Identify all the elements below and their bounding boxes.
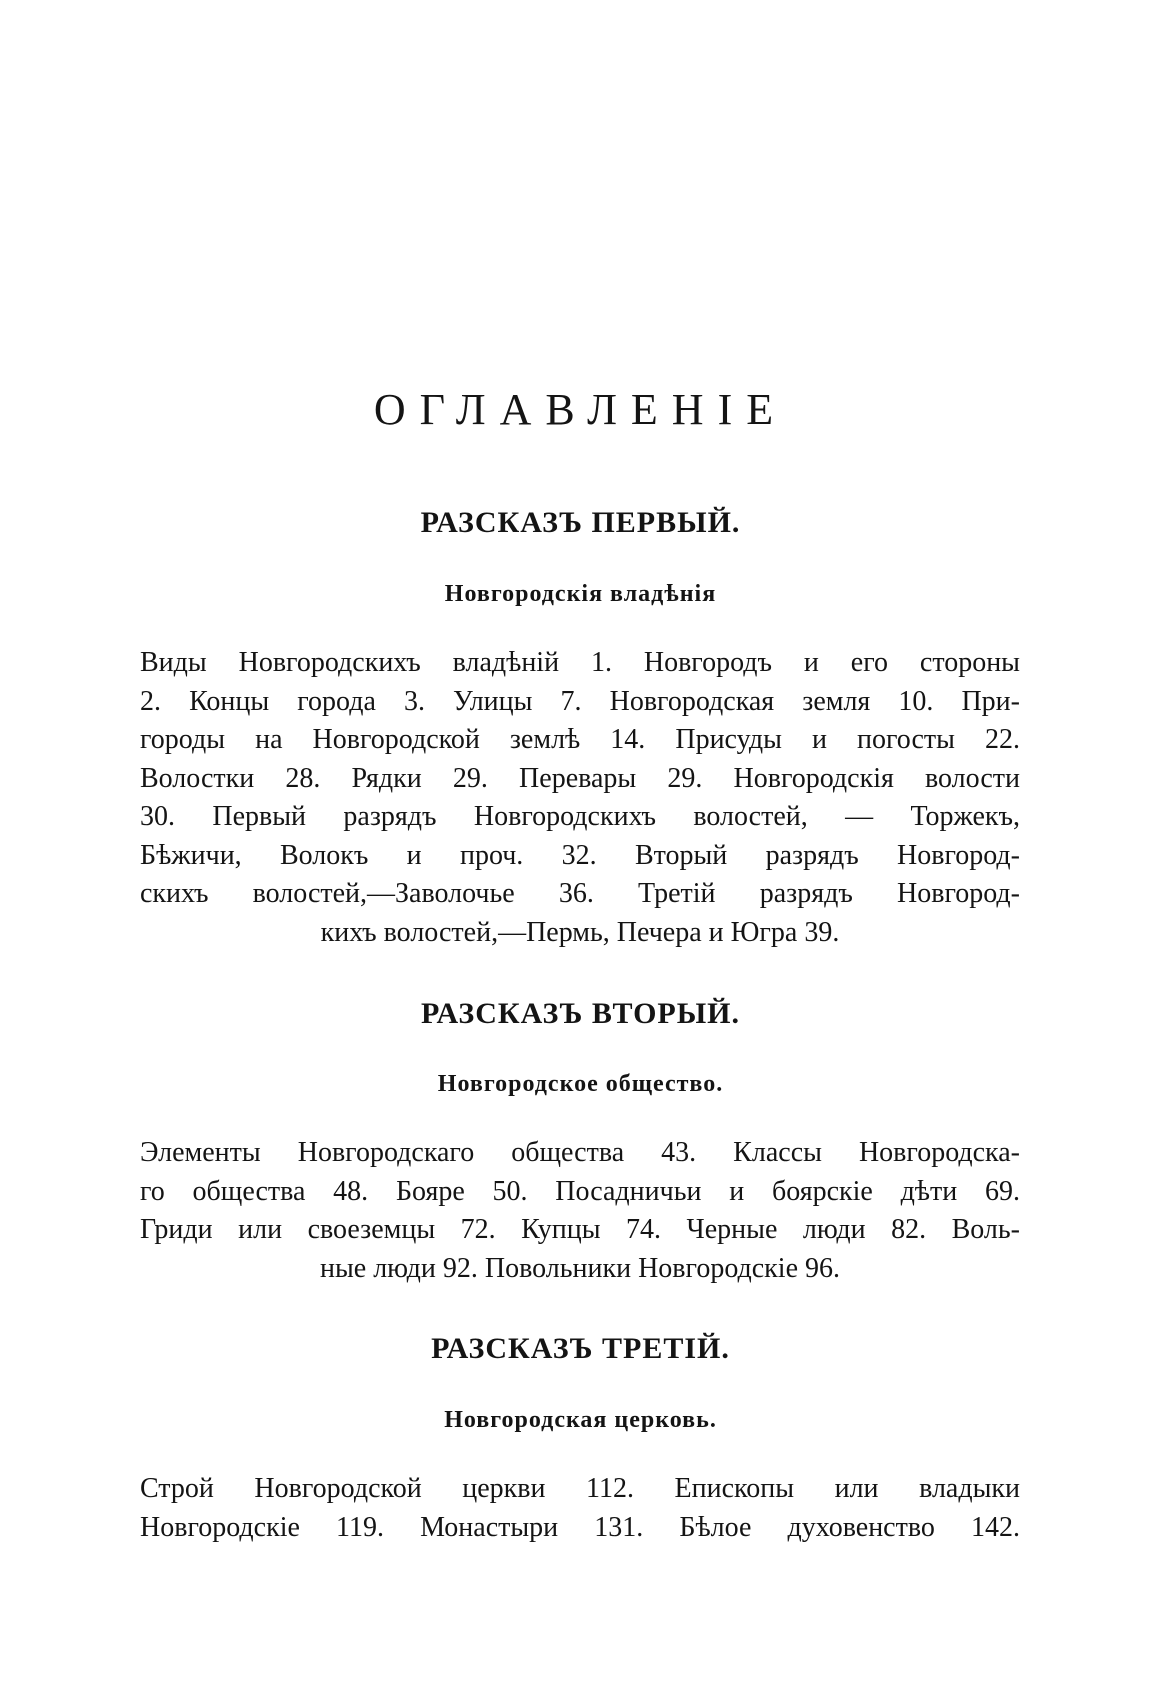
toc-entries-third [140,1470,1020,1547]
toc-entries-second [140,1134,1020,1288]
part-heading-third: РАЗСКАЗЪ ТРЕТІЙ. [431,1332,730,1365]
toc-line: кихъ волостей,—Пермь, Печера и Югра 39. [320,916,840,948]
toc-line: ные люди 92. Повольники Новгородскіе 96. [319,1252,840,1284]
part-subtitle-second: Новгородское общество. [437,1071,724,1097]
page-title: ОГЛАВЛЕНІЕ [373,385,788,434]
toc-line: го общества 48. Бояре 50. Посадничьи и боярскіе дѣти 69. [140,1175,1020,1207]
part-heading-second: РАЗСКАЗЪ ВТОРЫЙ. [420,997,741,1030]
toc-entries-first [140,644,1020,952]
part-subtitle-first: Новгородскія владѣнія [444,581,717,607]
toc-line: Строй Новгородской церкви 112. Епископы или владыки [140,1473,1020,1504]
toc-line: 2. Концы города 3. Улицы 7. Новгородская земля 10. При- [140,685,1020,717]
toc-line: скихъ волостей,—Заволочье 36. Третій разрядъ Новгород- [140,878,1020,909]
part-heading-first: РАЗСКАЗЪ ПЕРВЫЙ. [420,506,741,539]
toc-line: Гриди или своеземцы 72. Купцы 74. Черные люди 82. Воль- [140,1214,1020,1245]
toc-line: Элементы Новгородскаго общества 43. Классы Новгородска- [140,1137,1020,1168]
toc-line: Новгородскіе 119. Монастыри 131. Бѣлое духовенство 142. [140,1511,1020,1543]
toc-line: городы на Новгородской землѣ 14. Присуды и погосты 22. [140,724,1020,755]
part-subtitle-third: Новгородская церковь. [444,1407,717,1433]
toc-line: Волостки 28. Рядки 29. Перевары 29. Новгородскія волости [140,762,1020,794]
toc-line: Виды Новгородскихъ владѣній 1. Новгородъ и его стороны [140,647,1020,678]
toc-line: Бѣжичи, Волокъ и проч. 32. Вторый разрядъ Новгород- [140,839,1020,871]
toc-line: 30. Первый разрядъ Новгородскихъ волостей, — Торжекъ, [140,801,1020,832]
